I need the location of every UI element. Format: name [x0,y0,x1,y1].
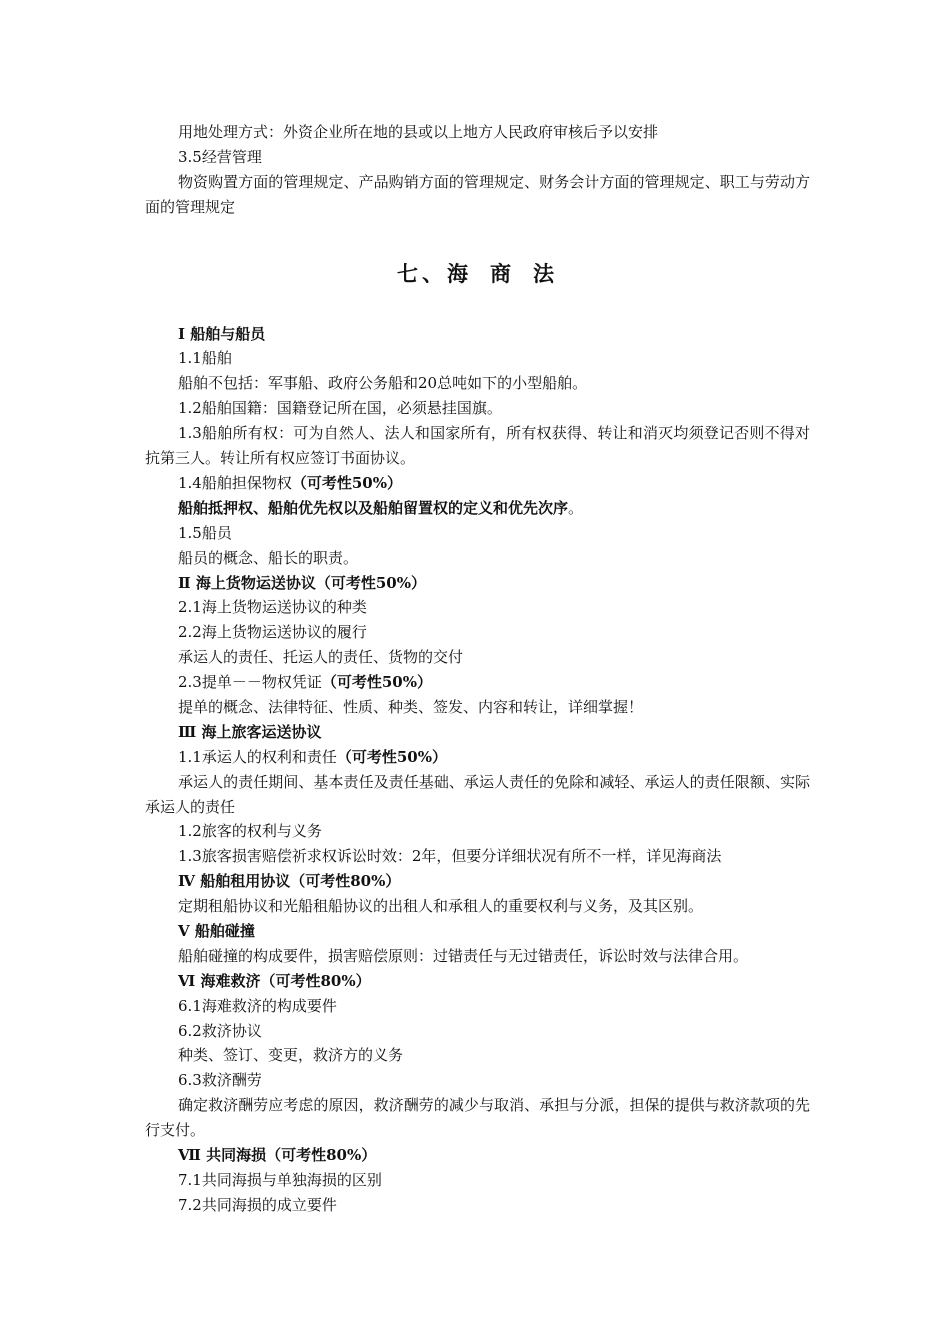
exam-probability-note: （可考性50%） [291,473,402,492]
paragraph-security-rights-end: 。 [568,498,584,517]
paragraph-crew: 船员的概念、船长的职责。 [178,548,359,567]
subheading-2-1: 2.1海上货物运送协议的种类 [178,598,367,617]
paragraph-collision: 船舶碰撞的构成要件，损害赔偿原则：过错责任与无过错责任，诉讼时效与法律合用。 [178,946,749,965]
paragraph-salvage-reward: 确定救济酬劳应考虑的原因，救济酬劳的减少与取消、承担与分派，担保的提供与救济款项的先行支付。 [145,1096,810,1140]
paragraph-charter: 定期租船协议和光船租船协议的出租人和承租人的重要权利与义务，及其区别。 [178,897,704,916]
subheading-3-1-text: 1.1承运人的权利和责任 [178,747,337,766]
heading-3-5: 3.5经营管理 [178,147,262,166]
paragraph-bill-of-lading: 提单的概念、法律特征、性质、种类、签发、内容和转让，详细掌握！ [178,697,644,716]
paragraph-salvage-contract: 种类、签订、变更，救济方的义务 [178,1046,404,1065]
chapter-title-part-1: 七、海 [397,260,472,286]
section-heading-1: Ⅰ 船舶与船员 [178,324,266,343]
exam-probability-note: （可考性50%） [336,747,447,766]
paragraph-ship-exclusions: 船舶不包括：军事船、政府公务船和20总吨如下的小型船舶。 [178,374,588,393]
subheading-3-1 [145,745,810,770]
section-heading-6: Ⅵ 海难救济（可考性80%） [178,971,371,990]
section-heading-3: Ⅲ 海上旅客运送协议 [178,722,322,741]
subheading-3-3: 1.3旅客损害赔偿祈求权诉讼时效：2年，但要分详细状况有所不一样，详见海商法 [178,847,722,866]
paragraph-security-rights [145,496,810,521]
paragraph-carrier-liability: 承运人的责任期间、基本责任及责任基础、承运人责任的免除和减轻、承运人的责任限额、实际承运人的责任 [145,772,810,816]
chapter-title [145,257,810,291]
section-heading-5: Ⅴ 船舶碰撞 [178,922,255,941]
subheading-1-2: 1.2船舶国籍：国籍登记所在国，必须悬挂国旗。 [178,399,502,418]
section-heading-2: Ⅱ 海上货物运送协议（可考性50%） [178,573,426,592]
subheading-1-4 [145,471,810,496]
subheading-7-1: 7.1共同海损与单独海损的区别 [178,1170,382,1189]
section-heading-4: Ⅳ 船舶租用协议（可考性80%） [178,872,401,891]
paragraph-land-handling: 用地处理方式：外资企业所在地的县或以上地方人民政府审核后予以安排 [178,123,659,141]
chapter-title-part-2: 商 [490,260,515,286]
chapter-title-part-3: 法 [533,260,558,286]
exam-probability-note: （可考性50%） [321,673,432,692]
subheading-1-4-text: 1.4船舶担保物权 [178,473,292,492]
subheading-2-3-text: 2.3提单－－物权凭证 [178,673,322,692]
paragraph-carrier-duties: 承运人的责任、托运人的责任、货物的交付 [178,648,464,667]
paragraph-management-rules: 物资购置方面的管理规定、产品购销方面的管理规定、财务会计方面的管理规定、职工与劳动方面的管理规定 [145,172,810,216]
subheading-7-2: 7.2共同海损的成立要件 [178,1195,337,1214]
section-heading-7: Ⅶ 共同海损（可考性80%） [178,1146,377,1165]
document-page [145,120,810,1218]
paragraph-security-rights-bold: 船舶抵押权、船舶优先权以及船舶留置权的定义和优先次序 [178,498,569,517]
subheading-2-3 [145,670,810,695]
subheading-2-2: 2.2海上货物运送协议的履行 [178,623,367,642]
subheading-6-1: 6.1海难救济的构成要件 [178,996,337,1015]
subheading-1-3: 1.3船舶所有权：可为自然人、法人和国家所有，所有权获得、转让和消灭均须登记否则不得对抗第三人。转让所有权应签订书面协议。 [145,424,810,468]
subheading-3-2: 1.2旅客的权利与义务 [178,822,322,841]
subheading-1-1: 1.1船舶 [178,349,232,368]
subheading-6-3: 6.3救济酬劳 [178,1071,262,1090]
subheading-6-2: 6.2救济协议 [178,1021,262,1040]
subheading-1-5: 1.5船员 [178,523,232,542]
